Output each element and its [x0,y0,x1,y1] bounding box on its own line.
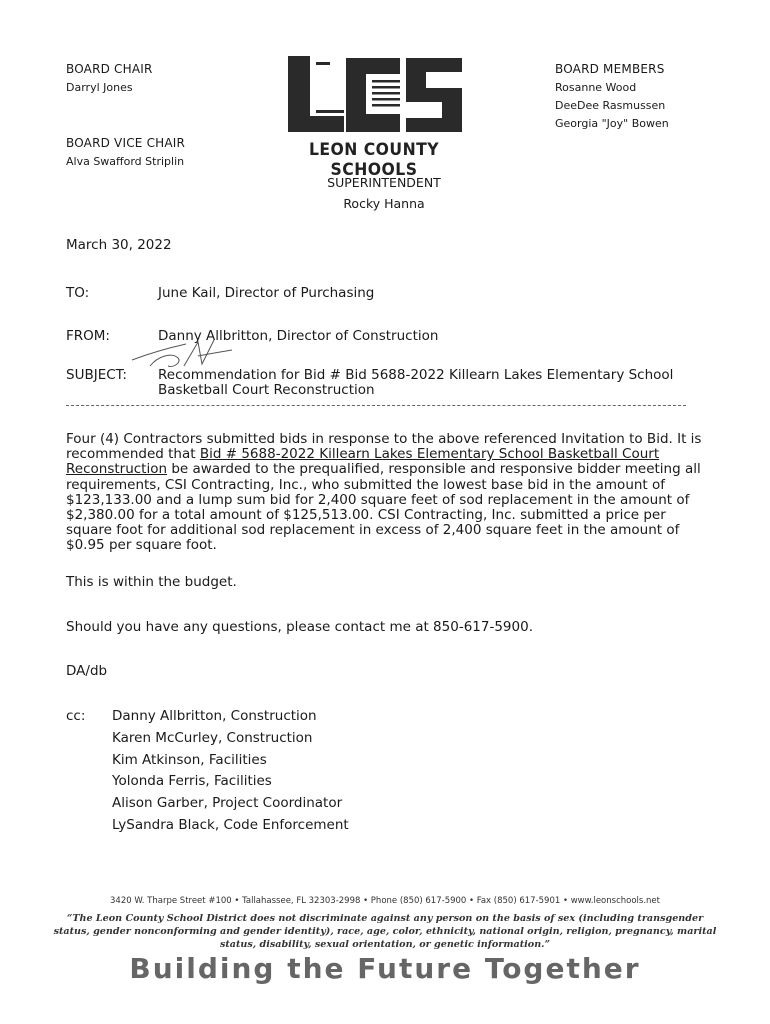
cc-recipient: LySandra Black, Code Enforcement [112,816,349,833]
to-value: June Kail, Director of Purchasing [158,285,375,301]
para-end: be awarded to the prequalified, responsible and responsive bidder meeting all requirements, CSI Contracting, Inc., who submitted the lowest base bid in the amount of $123,133.00 and a lump sum bid for 2,400 square feet of sod replacement in the amount of $2,380.00 for a total amount of $125,513.00. CSI Contracting, Inc. submitted a price per square foot for additional sod replacement in excess of 2,400 square feet in the amount of $0.95 per square foot. [66,461,701,554]
para-start: Four (4) Contractors submitted bids in response to the above referenced Invitation to Bid. It is recommended that [66,431,702,463]
recommendation-paragraph [66,432,706,554]
initials: DA/db [66,663,108,679]
from-label: FROM: [66,328,110,344]
footer-address: 3420 W. Tharpe Street #100 • Tallahassee, FL 32303-2998 • Phone (850) 617-5900 • Fax (850) 617-5901 • www.leonschools.net [110,896,660,906]
slogan: Building the Future Together [129,952,641,985]
cc-recipient: Kim Atkinson, Facilities [112,751,267,768]
board-chair-name: Darryl Jones [66,81,133,94]
logo-wordmark: LEON COUNTY SCHOOLS [308,140,440,180]
subject-label: SUBJECT: [66,367,127,383]
cc-recipient: Yolonda Ferris, Facilities [112,773,272,790]
lcs-logo-mark [284,54,464,138]
memo-date: March 30, 2022 [66,237,172,253]
vice-chair-name: Alva Swafford Striplin [66,155,185,168]
from-value: Danny Allbritton, Director of Construction [158,328,439,344]
cc-recipient: Danny Allbritton, Construction [112,708,317,724]
subject-line-1: Recommendation for Bid # Bid 5688-2022 Killearn Lakes Elementary School [158,367,674,383]
lcs-logo [284,54,464,142]
superintendent-name: Rocky Hanna [343,196,425,211]
board-member: Georgia "Joy" Bowen [555,117,669,130]
board-member: DeeDee Rasmussen [555,99,666,112]
superintendent-label: SUPERINTENDENT [327,175,441,190]
subject-line-2: Basketball Court Reconstruction [158,382,375,398]
divider [66,405,686,406]
board-chair-label: BOARD CHAIR [66,62,153,76]
board-member: Rosanne Wood [555,81,637,94]
contact-note: Should you have any questions, please contact me at 850-617-5900. [66,619,533,635]
vice-chair-label: BOARD VICE CHAIR [66,136,186,150]
cc-recipient: Karen McCurley, Construction [112,729,313,746]
to-label: TO: [66,285,90,301]
nondiscrimination-statement: “The Leon County School District does not discriminate against any person on the basis of sex (including transgender status, gender nonconforming and gender identity), race, age, color, ethnicity, national origin, religion, pregnancy, marital status, disability, sexual orientation, or genetic information.” [53,913,717,950]
cc-label: cc: [66,708,86,724]
bid-reference: Bid # 5688-2022 Killearn Lakes Elementary School Basketball Court Reconstruction [66,446,660,478]
board-members-label: BOARD MEMBERS [555,62,665,76]
budget-note: This is within the budget. [66,574,237,590]
cc-recipient: Alison Garber, Project Coordinator [112,795,343,812]
cc-list [112,706,349,837]
